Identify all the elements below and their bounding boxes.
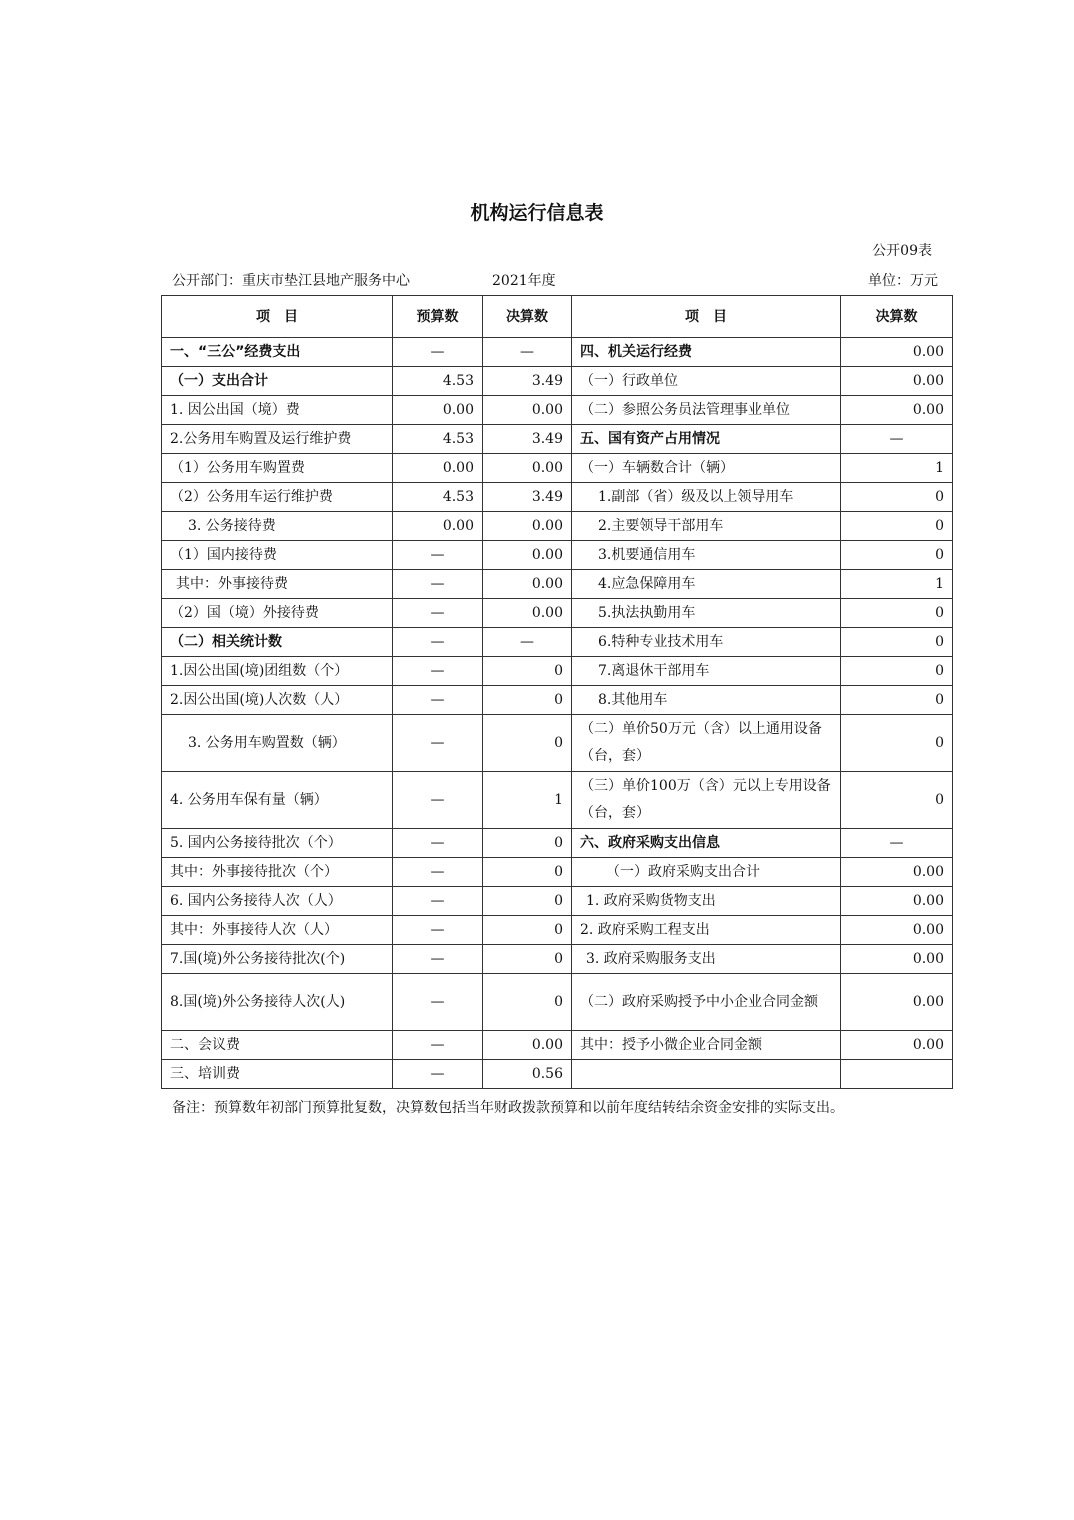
right-label: （一）行政单位	[572, 367, 841, 396]
info-table	[161, 295, 953, 1089]
row-label: 3. 公务接待费	[162, 512, 393, 541]
right-value: 0	[841, 599, 953, 628]
row-label: 8.国(境)外公务接待人次(人)	[162, 974, 393, 1031]
unit-label: 单位：万元	[868, 273, 938, 289]
final-value: 0.00	[483, 541, 572, 570]
final-value: 0	[483, 858, 572, 887]
right-label: 六、政府采购支出信息	[572, 829, 841, 858]
right-value: 0.00	[841, 858, 953, 887]
right-value: 0	[841, 715, 953, 772]
budget-value: 4.53	[393, 367, 483, 396]
right-label: 1. 政府采购货物支出	[572, 887, 841, 916]
table-row	[162, 483, 953, 512]
final-value: 0	[483, 945, 572, 974]
table-row	[162, 858, 953, 887]
right-label: 2. 政府采购工程支出	[572, 916, 841, 945]
row-label: 其中：外事接待人次（人）	[162, 916, 393, 945]
row-label: 1.因公出国(境)团组数（个）	[162, 657, 393, 686]
right-label: 其中：授予小微企业合同金额	[572, 1031, 841, 1060]
budget-value: —	[393, 829, 483, 858]
table-row	[162, 686, 953, 715]
table-header-row	[162, 296, 953, 338]
row-label: （2）国（境）外接待费	[162, 599, 393, 628]
right-label	[572, 1060, 841, 1089]
row-label: （二）相关统计数	[162, 628, 393, 657]
table-row	[162, 974, 953, 1031]
budget-value: —	[393, 1060, 483, 1089]
right-label: 五、国有资产占用情况	[572, 425, 841, 454]
right-value: 0	[841, 628, 953, 657]
right-value: 0	[841, 512, 953, 541]
final-value: 0.56	[483, 1060, 572, 1089]
right-value: —	[841, 829, 953, 858]
right-value	[841, 1060, 953, 1089]
right-value: 0	[841, 657, 953, 686]
row-label: 其中：外事接待批次（个）	[162, 858, 393, 887]
row-label: （一）支出合计	[162, 367, 393, 396]
header-final-right: 决算数	[841, 296, 953, 338]
final-value: 0	[483, 715, 572, 772]
footnote: 备注：预算数年初部门预算批复数，决算数包括当年财政拨款预算和以前年度结转结余资金安排的实际支出。	[172, 1100, 844, 1116]
right-value: 0.00	[841, 396, 953, 425]
budget-value: —	[393, 657, 483, 686]
right-label: 5.执法执勤用车	[572, 599, 841, 628]
row-label: （1）国内接待费	[162, 541, 393, 570]
right-value: 1	[841, 570, 953, 599]
budget-value: —	[393, 715, 483, 772]
table-row	[162, 657, 953, 686]
budget-value: —	[393, 628, 483, 657]
right-value: 0	[841, 772, 953, 829]
row-label: 6. 国内公务接待人次（人）	[162, 887, 393, 916]
header-budget: 预算数	[393, 296, 483, 338]
right-value: 0	[841, 686, 953, 715]
final-value: 0.00	[483, 570, 572, 599]
header-item-right: 项 目	[572, 296, 841, 338]
table-row	[162, 367, 953, 396]
right-label: （一）车辆数合计（辆）	[572, 454, 841, 483]
right-label: 8.其他用车	[572, 686, 841, 715]
row-label: 2.公务用车购置及运行维护费	[162, 425, 393, 454]
row-label: 二、会议费	[162, 1031, 393, 1060]
budget-value: —	[393, 772, 483, 829]
budget-value: —	[393, 887, 483, 916]
table-row	[162, 916, 953, 945]
final-value: 3.49	[483, 425, 572, 454]
row-label: 4. 公务用车保有量（辆）	[162, 772, 393, 829]
budget-value: 4.53	[393, 483, 483, 512]
table-row	[162, 425, 953, 454]
budget-value: —	[393, 686, 483, 715]
right-value: 0.00	[841, 974, 953, 1031]
budget-value: —	[393, 916, 483, 945]
right-value: 0	[841, 483, 953, 512]
budget-value: —	[393, 570, 483, 599]
final-value: 0	[483, 916, 572, 945]
right-label: （二）政府采购授予中小企业合同金额	[572, 974, 841, 1031]
budget-value: —	[393, 599, 483, 628]
budget-value: 0.00	[393, 454, 483, 483]
table-row	[162, 454, 953, 483]
final-value: 0.00	[483, 512, 572, 541]
right-label: 3.机要通信用车	[572, 541, 841, 570]
row-label: 7.国(境)外公务接待批次(个)	[162, 945, 393, 974]
right-label: 3. 政府采购服务支出	[572, 945, 841, 974]
department-label: 公开部门：重庆市垫江县地产服务中心	[172, 273, 410, 289]
final-value: 0	[483, 829, 572, 858]
final-value: 0	[483, 686, 572, 715]
final-value: 0	[483, 974, 572, 1031]
table-row	[162, 512, 953, 541]
table-row	[162, 772, 953, 829]
form-number: 公开09表	[872, 243, 932, 259]
table-row	[162, 1031, 953, 1060]
table-row	[162, 887, 953, 916]
budget-value: —	[393, 541, 483, 570]
row-label: 5. 国内公务接待批次（个）	[162, 829, 393, 858]
final-value: 0.00	[483, 454, 572, 483]
right-label: 4.应急保障用车	[572, 570, 841, 599]
right-label: （一）政府采购支出合计	[572, 858, 841, 887]
row-label: 一、“三公”经费支出	[162, 338, 393, 367]
budget-value: 4.53	[393, 425, 483, 454]
table-row	[162, 628, 953, 657]
right-value: 0.00	[841, 1031, 953, 1060]
row-label: 2.因公出国(境)人次数（人）	[162, 686, 393, 715]
right-value: 0.00	[841, 887, 953, 916]
final-value: 0	[483, 887, 572, 916]
right-label: 7.离退休干部用车	[572, 657, 841, 686]
row-label: （2）公务用车运行维护费	[162, 483, 393, 512]
budget-value: 0.00	[393, 512, 483, 541]
table-row	[162, 1060, 953, 1089]
right-value: 0.00	[841, 916, 953, 945]
right-value: 0.00	[841, 367, 953, 396]
table-row	[162, 715, 953, 772]
budget-value: —	[393, 858, 483, 887]
right-label: 2.主要领导干部用车	[572, 512, 841, 541]
table-row	[162, 570, 953, 599]
row-label: 其中：外事接待费	[162, 570, 393, 599]
row-label: （1）公务用车购置费	[162, 454, 393, 483]
budget-value: —	[393, 338, 483, 367]
budget-value: —	[393, 1031, 483, 1060]
budget-value: —	[393, 974, 483, 1031]
final-value: 3.49	[483, 367, 572, 396]
final-value: 0.00	[483, 396, 572, 425]
right-label: （二）单价50万元（含）以上通用设备（台，套）	[572, 715, 841, 772]
final-value: 1	[483, 772, 572, 829]
budget-value: —	[393, 945, 483, 974]
year-label: 2021年度	[492, 273, 556, 289]
right-label: 1.副部（省）级及以上领导用车	[572, 483, 841, 512]
table-row	[162, 338, 953, 367]
header-item: 项 目	[162, 296, 393, 338]
table-row	[162, 541, 953, 570]
final-value: 0.00	[483, 599, 572, 628]
final-value: 3.49	[483, 483, 572, 512]
table-row	[162, 396, 953, 425]
final-value: 0.00	[483, 1031, 572, 1060]
final-value: —	[483, 338, 572, 367]
row-label: 3. 公务用车购置数（辆）	[162, 715, 393, 772]
right-label: （三）单价100万（含）元以上专用设备（台，套）	[572, 772, 841, 829]
right-value: 1	[841, 454, 953, 483]
row-label: 1. 因公出国（境）费	[162, 396, 393, 425]
right-value: 0.00	[841, 338, 953, 367]
page-title: 机构运行信息表	[470, 202, 604, 224]
table-row	[162, 599, 953, 628]
right-value: 0	[841, 541, 953, 570]
right-label: （二）参照公务员法管理事业单位	[572, 396, 841, 425]
right-value: —	[841, 425, 953, 454]
final-value: —	[483, 628, 572, 657]
row-label: 三、培训费	[162, 1060, 393, 1089]
header-final: 决算数	[483, 296, 572, 338]
budget-value: 0.00	[393, 396, 483, 425]
right-label: 6.特种专业技术用车	[572, 628, 841, 657]
right-value: 0.00	[841, 945, 953, 974]
right-label: 四、机关运行经费	[572, 338, 841, 367]
table-row	[162, 829, 953, 858]
final-value: 0	[483, 657, 572, 686]
table-row	[162, 945, 953, 974]
